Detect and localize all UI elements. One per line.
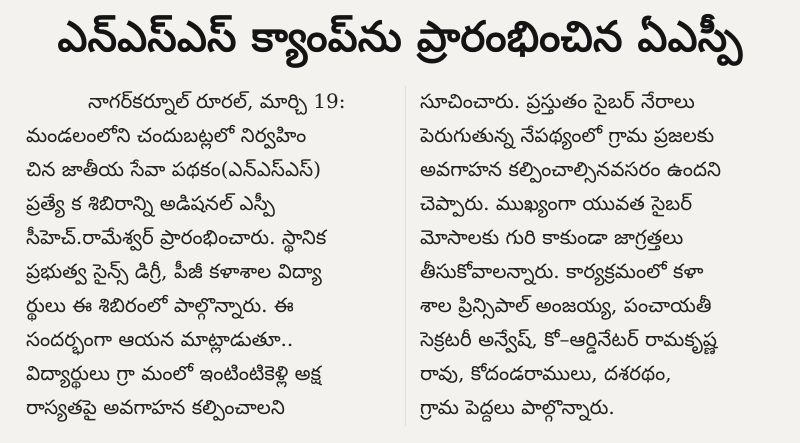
article-line: సెక్రటరీ అన్వేష్, కో–ఆర్డినేటర్ రామకృష్ణ: [420, 327, 718, 351]
article-line: సందర్భంగా ఆయన మాట్లాడుతూ..: [26, 327, 294, 351]
article-line: రావు, కోదండరాములు, దశరథం,: [420, 361, 672, 385]
article-column-right: [420, 84, 790, 424]
article-line: మండలంలోని చందుబట్లలో నిర్వహిం: [26, 123, 307, 147]
article-line: చిన జాతీయ సేవా పథకం(ఎన్ఎస్ఎస్): [26, 157, 322, 181]
article-line: పెరుగుతున్న నేపథ్యంలో గ్రామ ప్రజలకు: [420, 123, 715, 147]
article-line: ప్రభుత్వ సైన్స్ డిగ్రీ, పీజీ కళాశాల విద్యా: [26, 259, 322, 283]
headline: ఎన్ఎస్ఎస్ క్యాంప్‌ను ప్రారంభించిన ఏఎస్పీ: [57, 12, 743, 61]
article-line: సూచించారు. ప్రస్తుతం సైబర్ నేరాలు: [420, 89, 695, 113]
article-line: ప్రత్యే క శిబిరాన్ని అడిషనల్ ఎస్పీ: [26, 191, 275, 215]
article-line: రాస్యతపై అవగాహన కల్పించాలని: [26, 395, 285, 419]
article-line: గ్రామ పెద్దలు పాల్గొన్నారు.: [420, 395, 615, 419]
article-line: మోసాలకు గురి కాకుండా జాగ్రత్తలు: [420, 225, 684, 249]
article-column-left: [26, 84, 398, 424]
article-line: సీహెచ్.రామేశ్వర్ ప్రారంభించారు. స్థానిక: [26, 225, 327, 249]
column-gutter: [405, 86, 406, 426]
article-line: శాల ప్రిన్సిపాల్ అంజయ్య, పంచాయతీ: [420, 293, 712, 317]
article-line: అవగాహన కల్పించాల్సినవసరం ఉందని: [420, 157, 722, 181]
article-line: చెప్పారు. ముఖ్యంగా యువత సైబర్: [420, 191, 693, 215]
article-line: విద్యార్థులు గ్రా మంలో ఇంటింటికెళ్లి అక్ష: [26, 361, 322, 385]
article-line: ర్థులు ఈ శిబిరంలో పాల్గొన్నారు. ఈ: [26, 293, 294, 317]
article-line: తీసుకోవాలన్నారు. కార్యక్రమంలో కళా: [420, 259, 704, 283]
dateline: నాగర్‌కర్నూల్ రూరల్, మార్చి 19:: [88, 89, 346, 113]
